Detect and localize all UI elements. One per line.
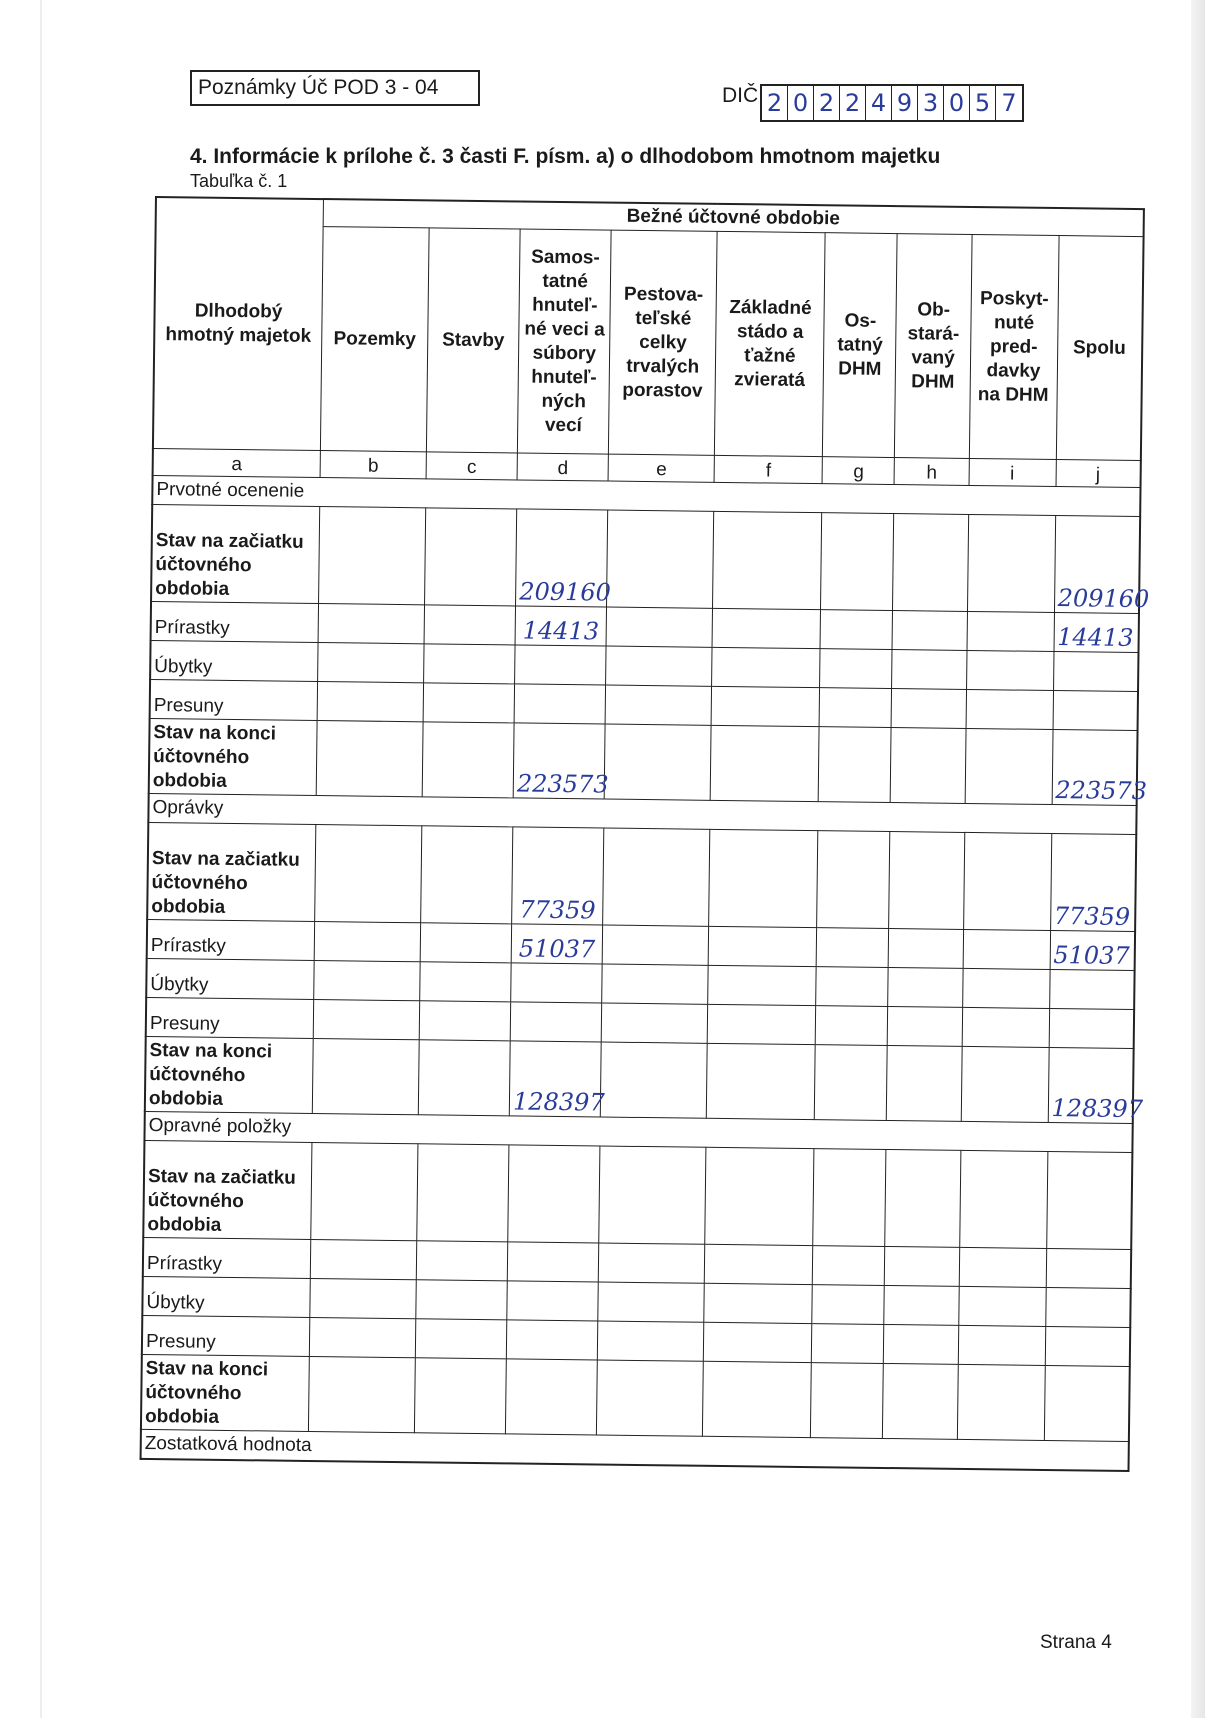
- empty-cell: [888, 968, 963, 1008]
- empty-cell: [422, 722, 514, 798]
- empty-cell: [962, 1007, 1049, 1047]
- empty-cell: [704, 1283, 813, 1323]
- column-header: Samos-tatné hnuteľ-né veci a súbory hnuteľ-ných vecí: [517, 229, 611, 454]
- cell-samostatne-hnutelne-veci: 51037: [511, 924, 603, 964]
- empty-cell: [310, 1278, 416, 1318]
- cell-spolu: [1046, 1248, 1131, 1288]
- empty-cell: [817, 831, 890, 929]
- empty-cell: [707, 1043, 816, 1119]
- column-letter: i: [969, 458, 1056, 486]
- cell-samostatne-hnutelne-veci: [514, 684, 606, 724]
- empty-cell: [420, 923, 512, 963]
- header-period: Bežné účtovné obdobie: [323, 199, 1144, 237]
- empty-cell: [884, 1285, 959, 1325]
- empty-cell: [813, 1246, 886, 1286]
- empty-cell: [421, 826, 513, 924]
- cell-spolu: [1049, 1008, 1134, 1048]
- cell-spolu: [1045, 1287, 1130, 1327]
- empty-cell: [312, 1038, 419, 1114]
- empty-cell: [816, 967, 889, 1007]
- table-row: [147, 822, 1136, 931]
- dic-digit: 2: [840, 86, 866, 120]
- cell-samostatne-hnutelne-veci: 128397: [509, 1041, 601, 1117]
- empty-cell: [603, 828, 710, 926]
- cell-spolu: 128397: [1048, 1047, 1134, 1123]
- empty-cell: [713, 511, 822, 609]
- asset-table: [140, 196, 1150, 1472]
- empty-cell: [815, 1045, 888, 1121]
- empty-cell: [318, 604, 424, 644]
- row-label: Úbytky: [146, 958, 314, 999]
- dic-digit: 9: [892, 86, 918, 120]
- cell-spolu: [1053, 691, 1138, 731]
- dic-digit: 2: [814, 86, 840, 120]
- empty-cell: [308, 1356, 415, 1432]
- empty-cell: [424, 605, 516, 645]
- row-label: Úbytky: [142, 1276, 310, 1317]
- cell-samostatne-hnutelne-veci: [506, 1320, 598, 1360]
- column-letter: c: [426, 452, 517, 480]
- zostatkova-hodnota-cell: Zostatková hodnota: [141, 1429, 1129, 1471]
- empty-cell: [816, 928, 889, 968]
- row-label: Presuny: [150, 679, 318, 720]
- empty-cell: [604, 724, 711, 800]
- form-label-box: [190, 70, 480, 106]
- empty-cell: [705, 1244, 814, 1284]
- empty-cell: [819, 727, 892, 803]
- cell-spolu: [1053, 652, 1138, 692]
- empty-cell: [711, 686, 820, 726]
- empty-cell: [599, 1146, 706, 1244]
- cell-spolu: [1046, 1151, 1132, 1249]
- empty-cell: [889, 929, 964, 969]
- dic-digit: 2: [762, 86, 788, 120]
- empty-cell: [607, 510, 714, 608]
- empty-cell: [416, 1280, 508, 1320]
- empty-cell: [811, 1363, 884, 1439]
- empty-cell: [601, 1003, 707, 1043]
- empty-cell: [961, 1046, 1049, 1122]
- row-label: Presuny: [142, 1315, 310, 1356]
- table-row: [151, 504, 1140, 613]
- empty-cell: [420, 962, 512, 1002]
- row-label: Stav na konci účtovného obdobia: [141, 1354, 309, 1431]
- table-body: [141, 475, 1150, 1470]
- cell-samostatne-hnutelne-veci: 209160: [516, 509, 608, 607]
- empty-cell: [820, 610, 893, 650]
- cell-spolu: 51037: [1050, 930, 1135, 970]
- form-label: Poznámky Úč POD 3 - 04: [198, 76, 439, 99]
- empty-cell: [598, 1282, 704, 1322]
- empty-cell: [885, 1150, 960, 1248]
- empty-cell: [601, 1042, 708, 1118]
- cell-spolu: 14413: [1054, 613, 1139, 653]
- empty-cell: [418, 1040, 510, 1116]
- empty-cell: [887, 1046, 962, 1122]
- empty-cell: [883, 1363, 958, 1439]
- empty-cell: [606, 646, 712, 686]
- empty-cell: [959, 1247, 1046, 1287]
- scan-left-edge: [40, 0, 42, 1718]
- dic-digit: 0: [788, 86, 814, 120]
- column-header: Spolu: [1056, 236, 1144, 461]
- empty-cell: [967, 514, 1055, 612]
- row-label: Prírastky: [147, 919, 315, 960]
- cell-spolu: [1049, 969, 1134, 1009]
- column-header: Ob-stará-vaný DHM: [895, 234, 972, 459]
- column-letter: f: [714, 455, 822, 483]
- row-label: Stav na konci účtovného obdobia: [149, 718, 317, 795]
- section-title-cell: Prvotné ocenenie: [152, 475, 1140, 516]
- column-header: Os-tatný DHM: [823, 233, 898, 458]
- empty-cell: [816, 1006, 889, 1046]
- row-label: Úbytky: [150, 640, 318, 681]
- column-letter: g: [822, 457, 894, 485]
- empty-cell: [889, 832, 964, 930]
- column-letter: h: [894, 458, 969, 486]
- empty-cell: [316, 721, 423, 797]
- dic-digit: 5: [970, 86, 996, 120]
- empty-cell: [423, 683, 515, 723]
- empty-cell: [314, 922, 420, 962]
- cell-spolu: [1045, 1326, 1130, 1366]
- dic-digit: 3: [918, 86, 944, 120]
- cell-samostatne-hnutelne-veci: [506, 1359, 598, 1435]
- dic-digit: 7: [1001, 89, 1017, 117]
- empty-cell: [311, 1142, 418, 1240]
- cell-spolu: 77359: [1050, 833, 1136, 931]
- empty-cell: [414, 1358, 506, 1434]
- cell-samostatne-hnutelne-veci: [510, 1002, 602, 1042]
- empty-cell: [415, 1319, 507, 1359]
- column-letter: e: [608, 454, 714, 482]
- empty-cell: [812, 1324, 885, 1364]
- empty-cell: [959, 1150, 1047, 1248]
- empty-cell: [705, 1147, 814, 1245]
- empty-cell: [958, 1286, 1045, 1326]
- empty-cell: [315, 825, 422, 923]
- table-row: [145, 1036, 1134, 1123]
- empty-cell: [891, 728, 966, 804]
- scan-right-edge: [1191, 0, 1205, 1718]
- empty-cell: [703, 1361, 812, 1437]
- empty-cell: [967, 611, 1054, 651]
- empty-cell: [708, 926, 817, 966]
- cell-spolu: [1044, 1365, 1130, 1441]
- cell-samostatne-hnutelne-veci: [515, 645, 607, 685]
- empty-cell: [318, 643, 424, 683]
- empty-cell: [599, 1243, 705, 1283]
- table-caption: Tabuľka č. 1: [190, 171, 288, 191]
- page-number: Strana 4: [1040, 1632, 1112, 1653]
- empty-cell: [424, 508, 516, 606]
- cell-samostatne-hnutelne-veci: 14413: [515, 606, 607, 646]
- empty-cell: [966, 650, 1053, 690]
- cell-samostatne-hnutelne-veci: [508, 1145, 600, 1243]
- cell-samostatne-hnutelne-veci: 77359: [512, 827, 604, 925]
- dic-digit: 4: [866, 86, 892, 120]
- empty-cell: [704, 1322, 813, 1362]
- row-label: Prírastky: [143, 1237, 311, 1278]
- empty-cell: [424, 644, 516, 684]
- empty-cell: [313, 999, 419, 1039]
- empty-cell: [813, 1149, 886, 1247]
- empty-cell: [963, 929, 1050, 969]
- empty-cell: [821, 513, 894, 611]
- row-label: Stav na začiatku účtovného obdobia: [151, 504, 320, 603]
- column-header: Pozemky: [320, 227, 429, 452]
- cell-samostatne-hnutelne-veci: 223573: [513, 723, 605, 799]
- empty-cell: [419, 1001, 511, 1041]
- empty-cell: [963, 832, 1051, 930]
- dic-label: DIČ: [722, 84, 759, 107]
- section-title: 4. Informácie k prílohe č. 3 časti F. písm. a) o dlhodobom hmotnom majetku: [190, 145, 941, 168]
- table-row: [143, 1140, 1132, 1249]
- empty-cell: [885, 1246, 960, 1286]
- empty-cell: [957, 1364, 1045, 1440]
- empty-cell: [602, 925, 708, 965]
- empty-cell: [309, 1317, 415, 1357]
- column-letter: d: [517, 453, 608, 481]
- cell-samostatne-hnutelne-veci: [507, 1281, 599, 1321]
- header-dlhodoby: Dlhodobý hmotný majetok: [153, 197, 324, 451]
- empty-cell: [820, 649, 893, 689]
- section-title-cell: Oprávky: [148, 793, 1136, 834]
- empty-cell: [891, 689, 966, 729]
- column-letter: a: [153, 448, 321, 477]
- column-letter: j: [1056, 460, 1141, 488]
- column-header: Základné stádo a ťažné zvieratá: [715, 231, 826, 456]
- row-label: Stav na konci účtovného obdobia: [145, 1036, 313, 1113]
- empty-cell: [598, 1321, 704, 1361]
- column-header: Stavby: [426, 228, 520, 453]
- empty-cell: [605, 685, 711, 725]
- empty-cell: [892, 650, 967, 690]
- empty-cell: [314, 961, 420, 1001]
- empty-cell: [709, 829, 818, 927]
- row-label: Stav na začiatku účtovného obdobia: [143, 1140, 312, 1239]
- empty-cell: [892, 611, 967, 651]
- empty-cell: [958, 1325, 1045, 1365]
- cell-samostatne-hnutelne-veci: [511, 963, 603, 1003]
- dic-digit-boxes: [760, 84, 1024, 122]
- table-row: [149, 718, 1138, 805]
- cell-spolu: 209160: [1054, 516, 1140, 614]
- empty-cell: [597, 1360, 704, 1436]
- column-header: Pestova-teľské celky trvalých porastov: [609, 230, 718, 455]
- row-label: Prírastky: [151, 601, 319, 642]
- empty-cell: [884, 1324, 959, 1364]
- dic-digit: 0: [944, 86, 970, 120]
- section-title-cell: Opravné položky: [144, 1111, 1132, 1152]
- empty-cell: [712, 608, 821, 648]
- empty-cell: [819, 688, 892, 728]
- empty-cell: [710, 725, 819, 801]
- column-header: Poskyt-nuté pred-davky na DHM: [969, 235, 1059, 460]
- empty-cell: [812, 1285, 885, 1325]
- empty-cell: [310, 1239, 416, 1279]
- cell-samostatne-hnutelne-veci: [507, 1242, 599, 1282]
- empty-cell: [712, 647, 821, 687]
- empty-cell: [965, 728, 1053, 804]
- empty-cell: [893, 514, 968, 612]
- empty-cell: [962, 968, 1049, 1008]
- empty-cell: [417, 1144, 509, 1242]
- empty-cell: [602, 964, 708, 1004]
- empty-cell: [708, 965, 817, 1005]
- empty-cell: [319, 507, 426, 605]
- column-letter: b: [320, 451, 426, 479]
- empty-cell: [416, 1241, 508, 1281]
- empty-cell: [707, 1004, 816, 1044]
- empty-cell: [317, 682, 423, 722]
- cell-spolu: 223573: [1052, 730, 1138, 806]
- row-label: Presuny: [146, 997, 314, 1038]
- empty-cell: [966, 689, 1053, 729]
- row-label: Stav na začiatku účtovného obdobia: [147, 822, 316, 921]
- table-row: [141, 1354, 1130, 1441]
- empty-cell: [888, 1007, 963, 1047]
- empty-cell: [606, 607, 712, 647]
